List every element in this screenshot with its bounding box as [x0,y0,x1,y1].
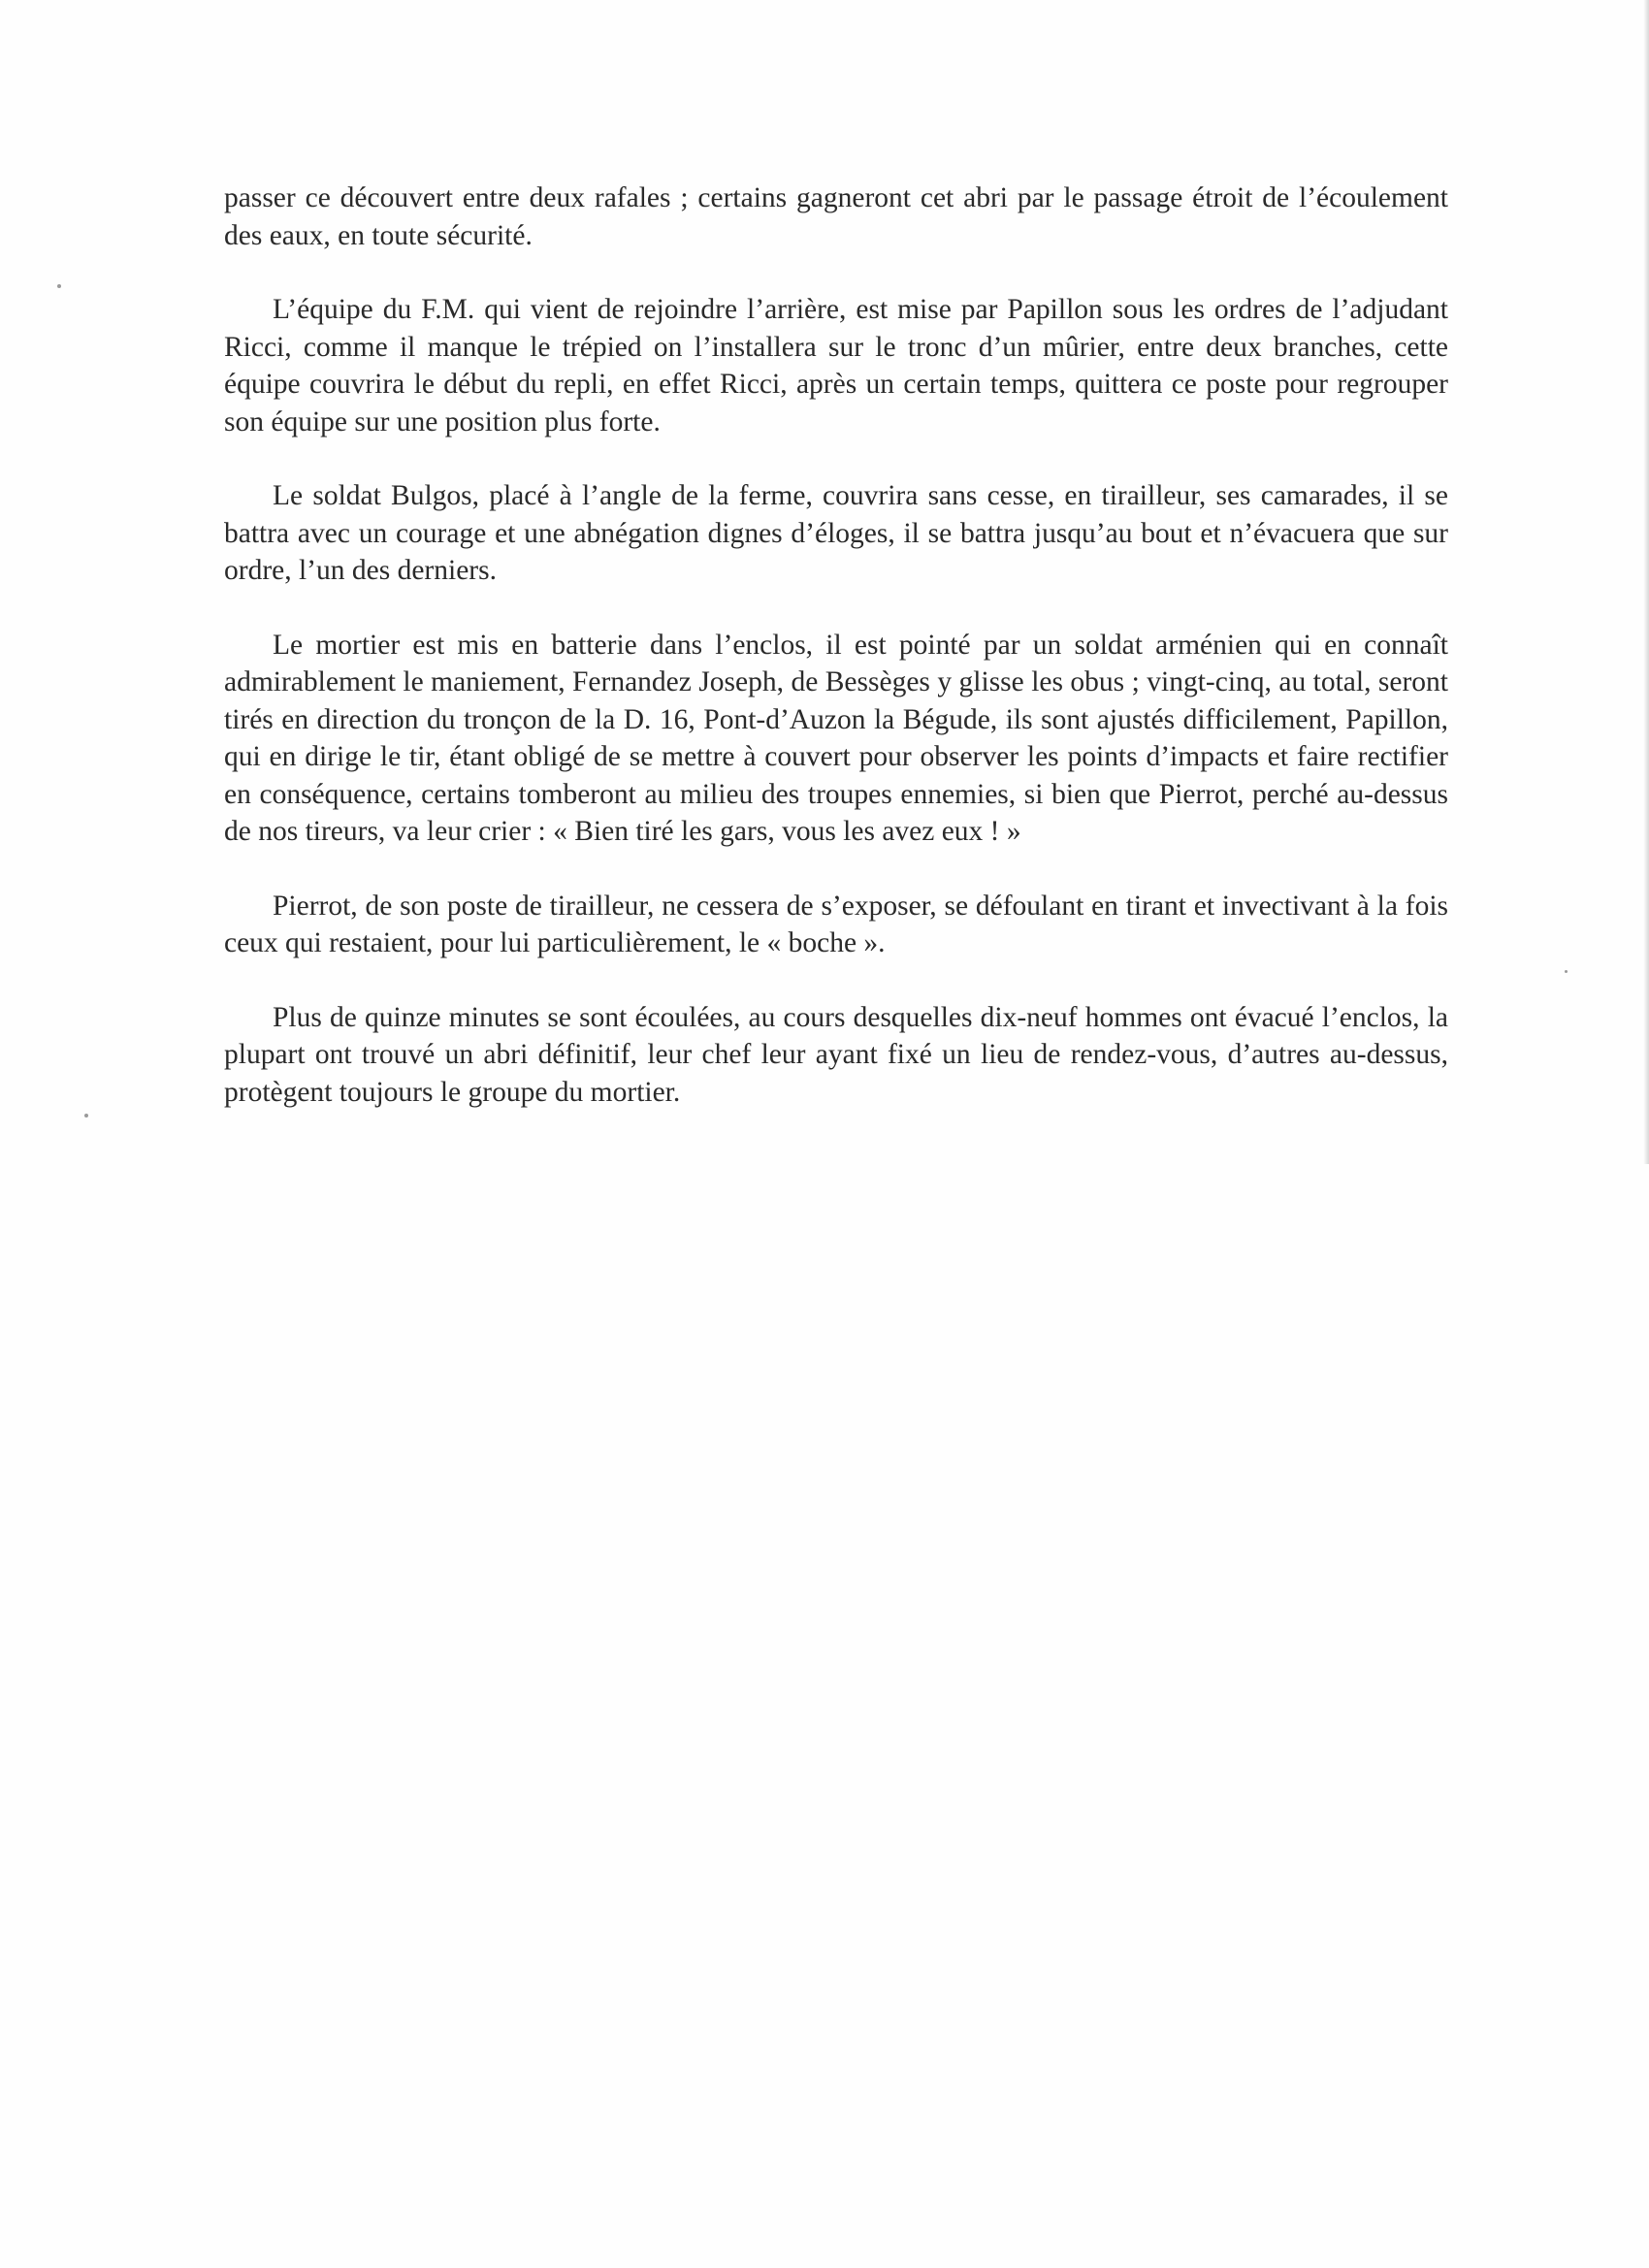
page-edge-shadow [1643,0,1649,1164]
paragraph-1: passer ce découvert entre deux rafales ; certains gagneront cet abri par le passage étroit de l’écoulement des eaux, en toute sécurité. [224,182,1448,251]
body-text [224,179,1448,1148]
paragraph-6: Plus de quinze minutes se sont écoulées, au cours desquelles dix-neuf hommes ont évacué l’enclos, la plupart ont trouvé un abri définitif, leur chef leur ayant fixé un lieu de rendez-vous, d’autres au-dessus, protègent toujours le groupe du mortier. [224,1001,1448,1108]
paragraph-4: Le mortier est mis en batterie dans l’enclos, il est pointé par un soldat arménien qui en connaît admirablement le maniement, Fernandez Joseph, de Bessèges y glisse les obus ; vingt-cinq, au total, seront tirés en direction du tronçon de la D. 16, Pont-d’Auzon la Bégude, ils sont ajustés difficilement, Papillon, qui en dirige le tir, étant obligé de se mettre à couvert pour observer les points d’impacts et faire rectifier en conséquence, certains tomberont au milieu des troupes ennemies, si bien que Pierrot, perché au-dessus de nos tireurs, va leur crier : « Bien tiré les gars, vous les avez eux ! » [224,629,1448,847]
scan-speck [1565,970,1568,973]
scan-speck [84,1114,88,1118]
scan-speck [57,284,61,288]
paragraph-3: Le soldat Bulgos, placé à l’angle de la ferme, couvrira sans cesse, en tirailleur, ses camarades, il se battra avec un courage et une abnégation dignes d’éloges, il se battra jusqu’au bout et n’évacuera que sur ordre, l’un des derniers. [224,480,1448,586]
paragraph-2: L’équipe du F.M. qui vient de rejoindre l’arrière, est mise par Papillon sous les ordres de l’adjudant Ricci, comme il manque le trépied on l’installera sur le tronc d’un mûrier, entre deux branches, cette équipe couvrira le début du repli, en effet Ricci, après un certain temps, quittera ce poste pour regrouper son équipe sur une position plus forte. [224,294,1448,437]
paragraph-5: Pierrot, de son poste de tirailleur, ne cessera de s’exposer, se défoulant en tirant et invectivant à la fois ceux qui restaient, pour lui particulièrement, le « boche ». [224,890,1448,958]
